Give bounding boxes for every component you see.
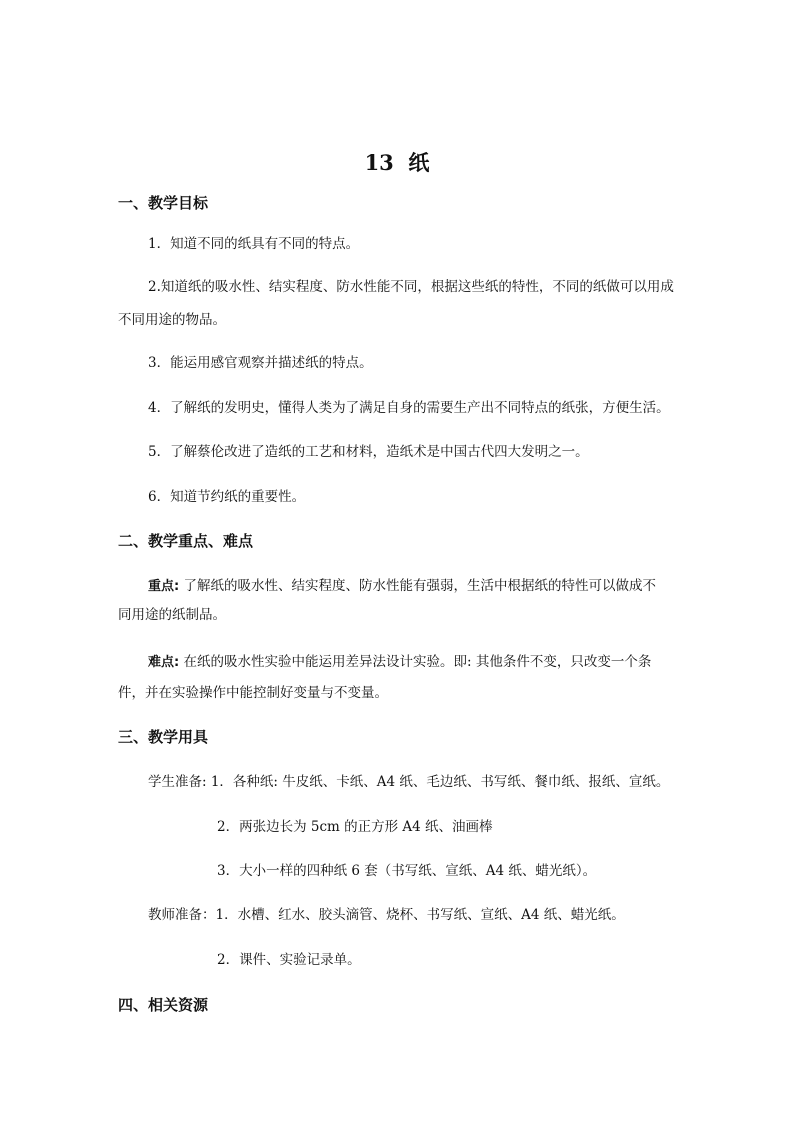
section-heading-objectives: 一、教学目标: [118, 194, 209, 212]
student-prep-line: 2．两张边长为 5cm 的正方形 A4 纸、油画棒: [217, 819, 493, 835]
key-point-text: 了解纸的吸水性、结实程度、防水性能有强弱，生活中根据纸的特性可以做成不: [179, 578, 656, 594]
section-heading-resources: 四、相关资源: [118, 996, 209, 1014]
objective-item: 2.知道纸的吸水性、结实程度、防水性能不同，根据这些纸的特性，不同的纸做可以用成: [148, 279, 674, 295]
objective-item-continued: 不同用途的物品。: [118, 312, 226, 328]
key-point-label: 重点:: [148, 579, 180, 594]
key-point-line-continued: 同用途的纸制品。: [118, 607, 226, 623]
page-title: 13 纸: [364, 150, 430, 175]
objective-item: 6．知道节约纸的重要性。: [148, 489, 306, 505]
difficulty-line: [148, 652, 651, 673]
teacher-prep-line: 2．课件、实验记录单。: [217, 952, 361, 968]
difficulty-line-continued: 件，并在实验操作中能控制好变量与不变量。: [118, 685, 388, 701]
objective-item: 4．了解纸的发明史，懂得人类为了满足自身的需要生产出不同特点的纸张，方便生活。: [148, 400, 670, 416]
objective-item: 1．知道不同的纸具有不同的特点。: [148, 236, 360, 252]
objective-item: 3．能运用感官观察并描述纸的特点。: [148, 355, 373, 371]
student-prep-line: 学生准备: 1．各种纸: 牛皮纸、卡纸、A4 纸、毛边纸、书写纸、餐巾纸、报纸、宣纸。: [148, 774, 670, 790]
key-point-line: [148, 576, 656, 597]
teacher-prep-line: 教师准备：1．水槽、红水、胶头滴管、烧杯、书写纸、宣纸、A4 纸、蜡光纸。: [148, 907, 625, 923]
objective-item: 5．了解蔡伦改进了造纸的工艺和材料，造纸术是中国古代四大发明之一。: [148, 444, 589, 460]
section-heading-key-points: 二、教学重点、难点: [118, 532, 254, 550]
section-heading-materials: 三、教学用具: [118, 728, 209, 746]
difficulty-label: 难点:: [148, 655, 180, 670]
difficulty-text: 在纸的吸水性实验中能运用差异法设计实验。即: 其他条件不变，只改变一个条: [179, 654, 652, 670]
student-prep-line: 3．大小一样的四种纸 6 套（书写纸、宣纸、A4 纸、蜡光纸）。: [217, 863, 597, 879]
